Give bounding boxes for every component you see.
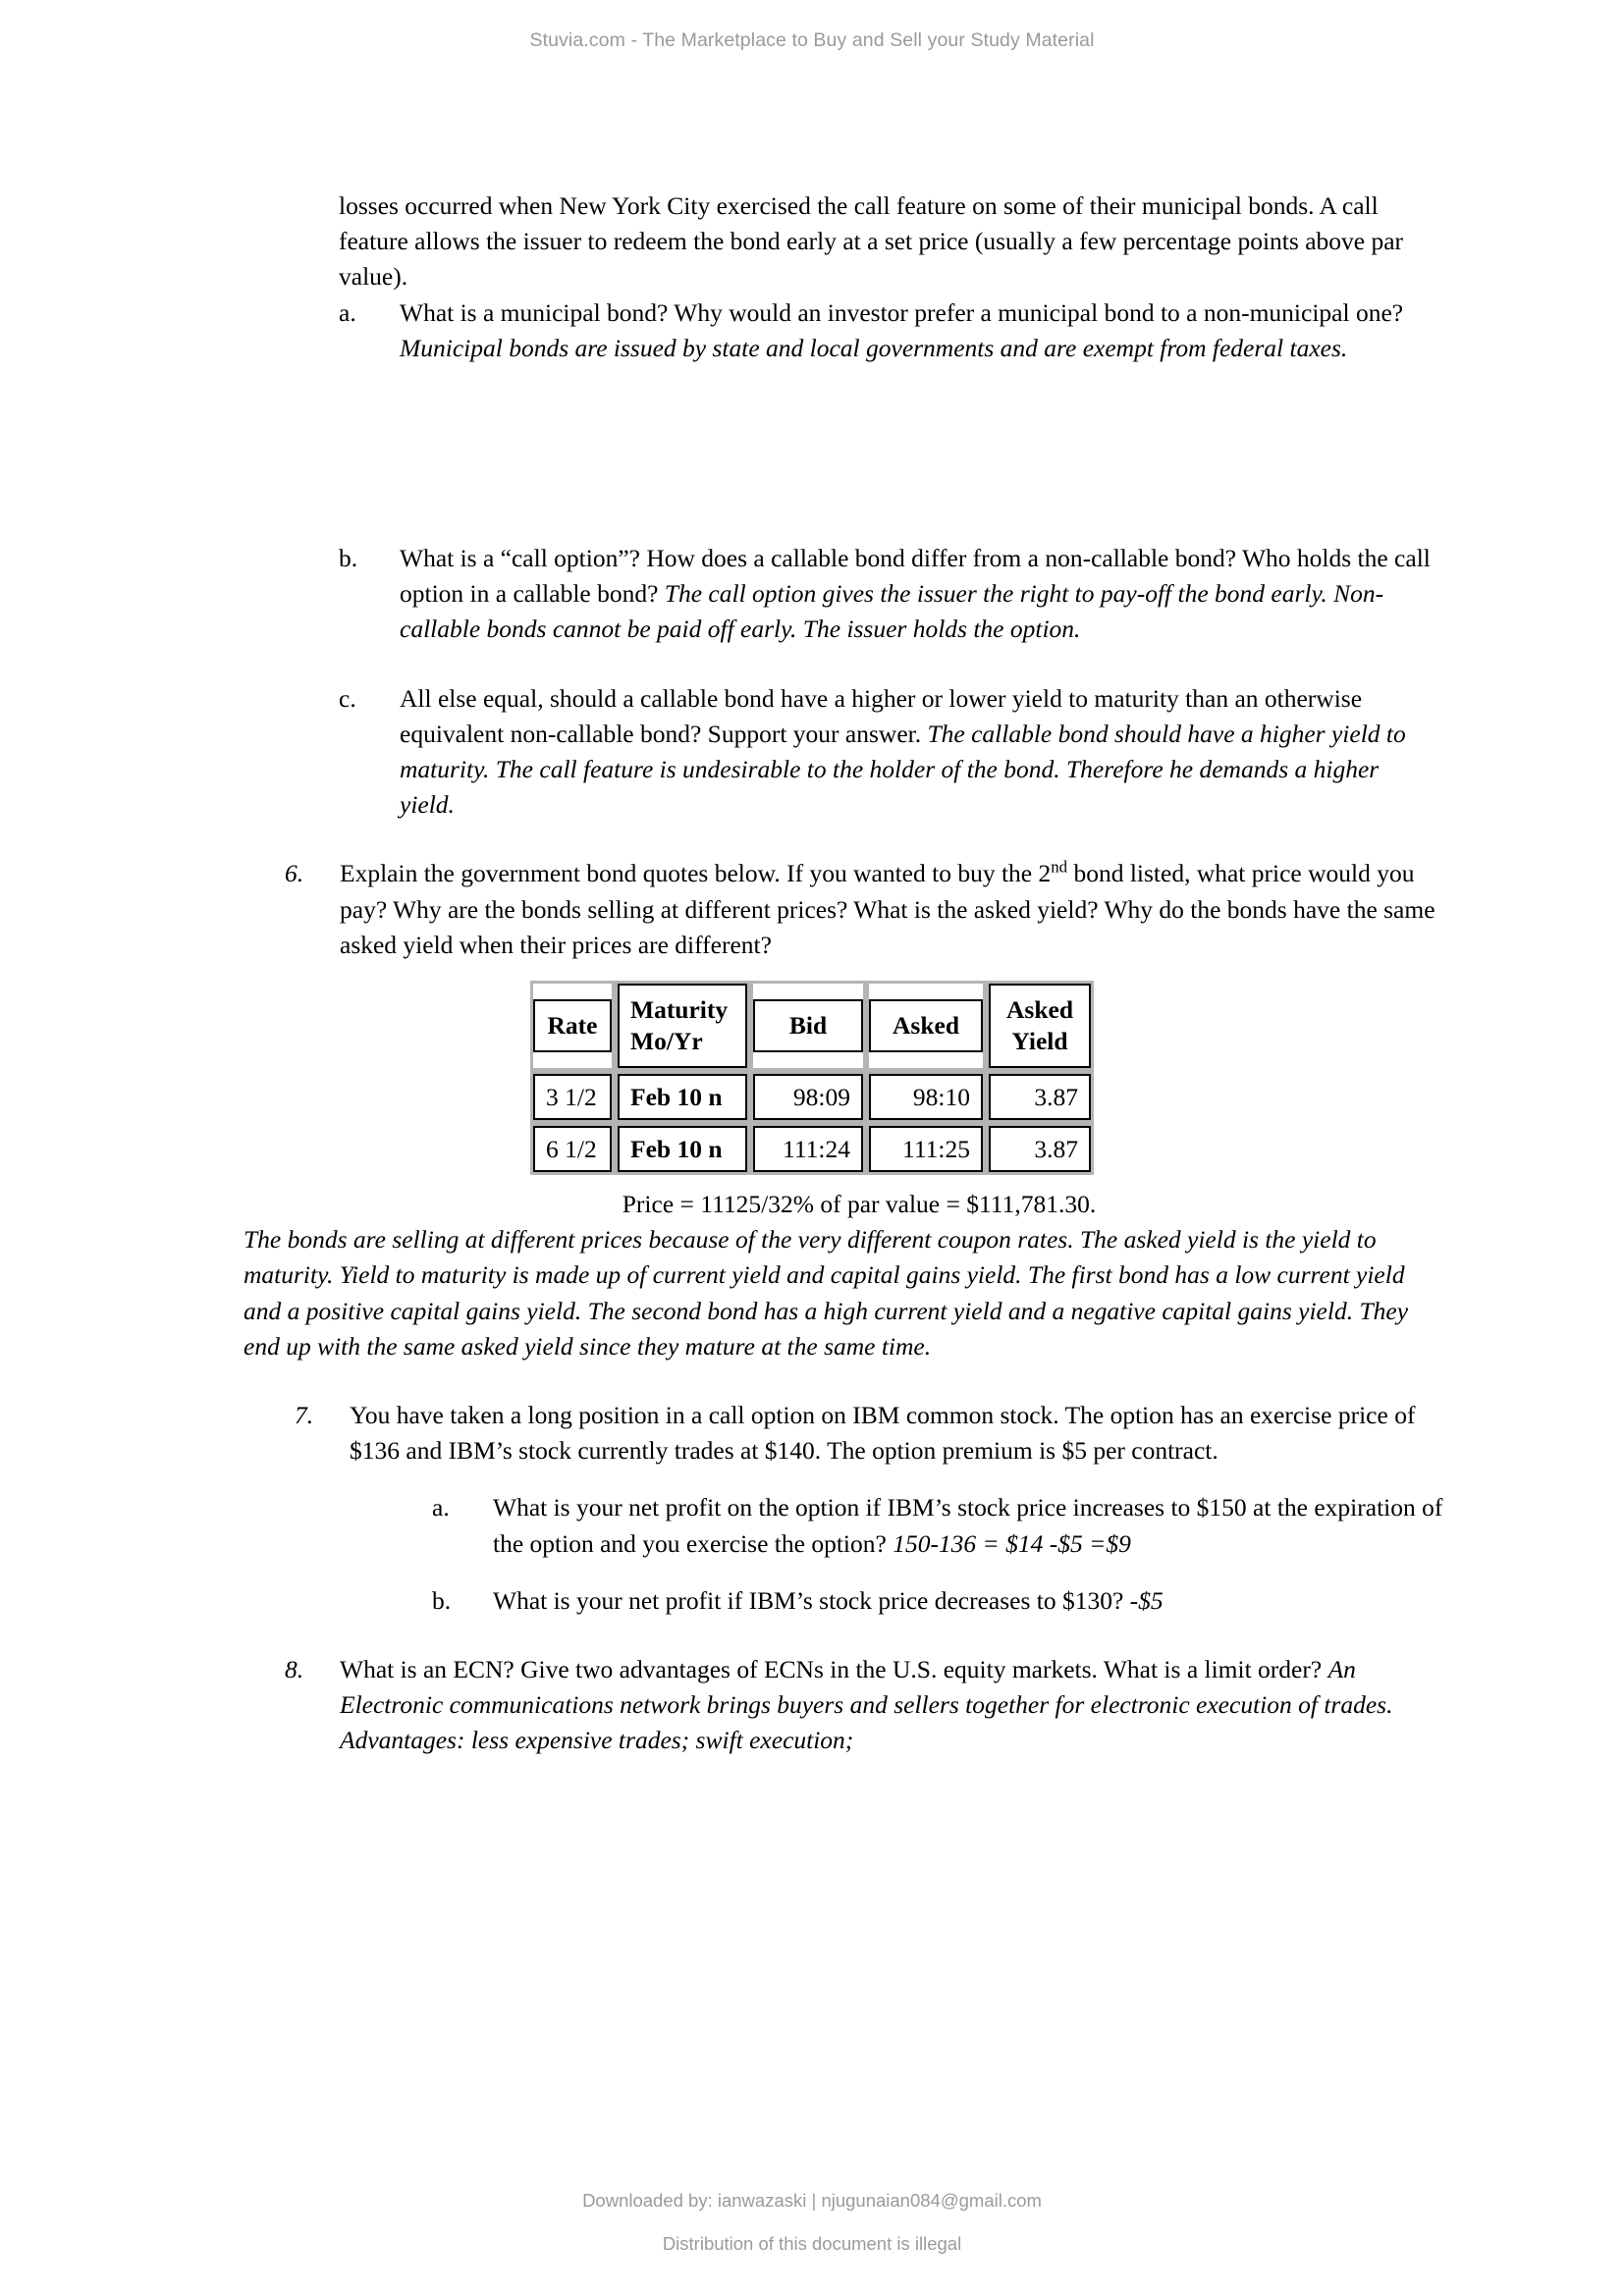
answer-text-7a: 150-136 = $14 -$5 =$9 xyxy=(893,1528,1131,1558)
answer-text-8: An Electronic communications network brings buyers and sellers together for electronic execution of trades. Advantages: less expensive trades; swift execution; xyxy=(340,1655,1393,1755)
vertical-spacer xyxy=(0,1364,1624,1398)
question-item-6 xyxy=(285,856,1443,963)
list-item-5a xyxy=(339,295,1438,366)
column-header-bid: Bid xyxy=(750,981,866,1071)
question-item-7 xyxy=(295,1398,1453,1468)
question-6-text-part-2: bond listed, what price would you pay? Why are the bonds selling at different prices? What is the asked yield? Why do the bonds have the same asked yield when their prices are different? xyxy=(340,859,1435,959)
question-6-text-part-1: Explain the government bond quotes below. If you wanted to buy the 2 xyxy=(340,859,1052,888)
list-item-7b xyxy=(432,1583,1443,1619)
list-item-7a xyxy=(432,1490,1443,1561)
cell-maturity: Feb 10 n xyxy=(615,1123,750,1175)
list-marker-5b: b. xyxy=(339,544,358,573)
answer-text-5a: Municipal bonds are issued by state and local governments and are exempt from federal taxes. xyxy=(400,333,1348,362)
list-marker-5c: c. xyxy=(339,683,356,713)
distribution-notice-text: Distribution of this document is illegal xyxy=(662,2233,962,2254)
cell-bid: 111:24 xyxy=(750,1123,866,1175)
column-header-rate: Rate xyxy=(530,981,615,1071)
cell-rate: 3 1/2 xyxy=(530,1071,615,1123)
table-row xyxy=(530,1071,1094,1123)
table-row xyxy=(530,1123,1094,1175)
column-header-asked-yield xyxy=(986,981,1094,1071)
cell-asked: 111:25 xyxy=(866,1123,986,1175)
list-marker-7b: b. xyxy=(432,1585,452,1615)
column-header-maturity xyxy=(615,981,750,1071)
downloaded-by-text: Downloaded by: ianwazaski | njugunaian084@gmail.com xyxy=(582,2190,1042,2211)
vertical-spacer xyxy=(0,648,1624,681)
question-6-superscript: nd xyxy=(1051,857,1068,877)
question-text-8: What is an ECN? Give two advantages of ECNs in the U.S. equity markets. What is a limit order? xyxy=(340,1655,1328,1684)
cell-asked: 98:10 xyxy=(866,1071,986,1123)
asked-yield-header-line-2: Yield xyxy=(1011,1027,1068,1056)
list-body-7a xyxy=(493,1490,1443,1561)
question-marker-6: 6. xyxy=(285,859,304,888)
question-text-5b: What is a “call option”? How does a callable bond differ from a non-callable bond? Who holds the call option in a callable bond? xyxy=(400,544,1431,609)
cell-asked-yield: 3.87 xyxy=(986,1123,1094,1175)
vertical-spacer xyxy=(0,1562,1624,1583)
list-body-7b xyxy=(493,1583,1443,1619)
list-body-5a xyxy=(400,295,1438,366)
asked-yield-header-line-1: Asked xyxy=(1005,995,1074,1025)
question-item-8 xyxy=(285,1652,1443,1759)
question-text-7b: What is your net profit if IBM’s stock price decreases to $130? xyxy=(493,1585,1130,1615)
list-body-5c xyxy=(400,681,1438,824)
bond-quote-table xyxy=(530,981,1094,1175)
column-header-asked: Asked xyxy=(866,981,986,1071)
explanation-paragraph-6: The bonds are selling at different prices because of the very different coupon rates. The asked yield is the yield to maturity. Yield to maturity is made up of current yield and capital gains yield. The first bond has a low current yield and a positive capital gains yield. The second bond has a high current yield and a negative capital gains yield. They end up with the same asked yield since they mature at the same time. xyxy=(244,1225,1409,1361)
question-text-7a: What is your net profit on the option if IBM’s stock price increases to $150 at the expiration of the option and you exercise the option? xyxy=(493,1493,1443,1558)
list-marker-7a: a. xyxy=(432,1493,450,1522)
maturity-header-line-2: Mo/Yr xyxy=(630,1027,703,1056)
answer-text-5c: The callable bond should have a higher yield to maturity. The call feature is undesirable to the holder of the bond. Therefore he demands a higher yield. xyxy=(400,719,1406,820)
cell-bid: 98:09 xyxy=(750,1071,866,1123)
list-marker-5a: a. xyxy=(339,297,356,327)
bond-quote-table-wrapper xyxy=(0,981,1624,1175)
cell-rate: 6 1/2 xyxy=(530,1123,615,1175)
vertical-spacer xyxy=(0,1619,1624,1652)
question-body-8 xyxy=(340,1652,1443,1759)
question-body-6 xyxy=(340,856,1443,963)
list-item-5b xyxy=(339,541,1438,648)
document-body xyxy=(0,188,1624,1759)
answer-text-5b: The call option gives the issuer the right to pay-off the bond early. Non-callable bonds cannot be paid off early. The issuer holds the option. xyxy=(400,579,1384,644)
price-calculation-line: Price = 11125/32% of par value = $111,781.30. xyxy=(622,1190,1097,1219)
table-header-row xyxy=(530,981,1094,1071)
cell-maturity: Feb 10 n xyxy=(615,1071,750,1123)
vertical-spacer xyxy=(0,1468,1624,1490)
cell-asked-yield: 3.87 xyxy=(986,1071,1094,1123)
page-footer xyxy=(0,2190,1624,2255)
answer-text-7b: -$5 xyxy=(1129,1585,1164,1615)
stuvia-header-watermark: Stuvia.com - The Marketplace to Buy and Sell your Study Material xyxy=(529,29,1095,51)
question-body-7: You have taken a long position in a call option on IBM common stock. The option has an exercise price of $136 and IBM’s stock currently trades at $140. The option premium is $5 per contract. xyxy=(350,1401,1416,1466)
vertical-spacer xyxy=(0,366,1624,541)
intro-paragraph: losses occurred when New York City exercised the call feature on some of their municipal bonds. A call feature allows the issuer to redeem the bond early at a set price (usually a few percentage points above par value). xyxy=(339,191,1404,292)
maturity-header-line-1: Maturity xyxy=(630,995,729,1025)
question-text-5c: All else equal, should a callable bond have a higher or lower yield to maturity than an otherwise equivalent non-callable bond? Support your answer. xyxy=(400,683,1363,748)
question-marker-8: 8. xyxy=(285,1655,304,1684)
question-text-5a: What is a municipal bond? Why would an investor prefer a municipal bond to a non-municipal one? xyxy=(400,297,1404,327)
list-body-5b xyxy=(400,541,1438,648)
list-item-5c xyxy=(339,681,1438,824)
vertical-spacer xyxy=(0,823,1624,856)
question-marker-7: 7. xyxy=(295,1401,314,1430)
